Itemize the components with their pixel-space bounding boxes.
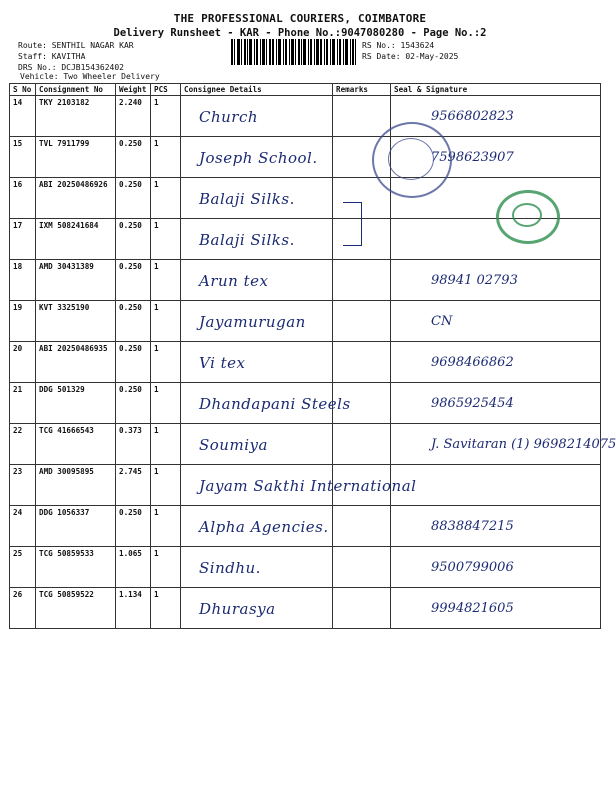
cell-sno: 16	[10, 178, 36, 219]
cell-consignee	[181, 424, 333, 465]
cell-consignment: TKY 2103182	[36, 96, 116, 137]
cell-signature	[391, 506, 601, 547]
cell-sno: 18	[10, 260, 36, 301]
cell-consignment: TVL 7911799	[36, 137, 116, 178]
cell-weight: 1.134	[116, 588, 151, 629]
runsheet-table	[9, 83, 616, 629]
consignee-handwriting: Alpha Agencies.	[199, 518, 329, 536]
cell-pcs: 1	[151, 301, 181, 342]
signature-handwriting: CN	[431, 314, 453, 329]
cell-sno: 21	[10, 383, 36, 424]
cell-pcs: 1	[151, 547, 181, 588]
cell-consignment: IXM 508241684	[36, 219, 116, 260]
cell-pcs: 1	[151, 137, 181, 178]
cell-consignment: DDG 1056337	[36, 506, 116, 547]
cell-weight: 2.240	[116, 96, 151, 137]
cell-sno: 22	[10, 424, 36, 465]
cell-sno: 15	[10, 137, 36, 178]
cell-weight: 0.250	[116, 506, 151, 547]
cell-weight: 0.250	[116, 260, 151, 301]
cell-consignee	[181, 383, 351, 424]
cell-sno: 19	[10, 301, 36, 342]
cell-consignment: ABI 20250486926	[36, 178, 116, 219]
cell-pcs: 1	[151, 260, 181, 301]
runsheet-title: THE PROFESSIONAL COURIERS, COIMBATORE	[173, 12, 427, 25]
consignee-handwriting: Soumiya	[199, 436, 268, 454]
cell-consignee	[181, 465, 417, 506]
cell-pcs: 1	[151, 219, 181, 260]
cell-consignee	[181, 301, 333, 342]
cell-consignee	[181, 137, 333, 178]
signature-handwriting: J. Savitaran (1) 9698214075	[431, 437, 616, 452]
staff-label: Staff: KAVITHA	[18, 52, 86, 61]
cell-signature	[391, 383, 601, 424]
signature-handwriting: 8838847215	[431, 519, 514, 534]
ditto-bracket-mark	[343, 202, 362, 246]
col-remarks: Remarks	[333, 84, 391, 96]
table-row	[10, 465, 601, 506]
signature-handwriting: 9500799006	[431, 560, 514, 575]
consignee-handwriting: Jayamurugan	[199, 313, 306, 331]
signature-handwriting: 98941 02793	[431, 273, 518, 288]
route-label: Route: SENTHIL NAGAR KAR	[18, 41, 134, 50]
consignee-handwriting: Balaji Silks.	[199, 231, 295, 249]
consignee-handwriting: Sindhu.	[199, 559, 261, 577]
consignee-handwriting: Arun tex	[199, 272, 269, 290]
cell-weight: 0.250	[116, 342, 151, 383]
table-row	[10, 96, 601, 137]
col-sno: S No	[10, 84, 36, 96]
cell-consignee	[181, 219, 333, 260]
cell-consignee	[181, 178, 333, 219]
cell-consignee	[181, 342, 333, 383]
cell-remarks	[333, 424, 391, 465]
cell-weight: 0.250	[116, 137, 151, 178]
cell-remarks	[333, 506, 391, 547]
signature-handwriting: 9566802823	[431, 109, 514, 124]
cell-weight: 0.250	[116, 383, 151, 424]
cell-sno: 25	[10, 547, 36, 588]
cell-consignee	[181, 588, 333, 629]
cell-sno: 14	[10, 96, 36, 137]
cell-signature	[391, 465, 601, 506]
table-row	[10, 383, 601, 424]
cell-consignment: TCG 50859522	[36, 588, 116, 629]
cell-consignee	[181, 547, 333, 588]
cell-consignment: AMD 30095895	[36, 465, 116, 506]
cell-sno: 26	[10, 588, 36, 629]
consignee-handwriting: Balaji Silks.	[199, 190, 295, 208]
cell-signature	[391, 424, 616, 465]
cell-pcs: 1	[151, 342, 181, 383]
cell-sno: 23	[10, 465, 36, 506]
cell-weight: 0.250	[116, 301, 151, 342]
cell-sno: 24	[10, 506, 36, 547]
cell-consignee	[181, 506, 333, 547]
cell-pcs: 1	[151, 96, 181, 137]
table-row	[10, 342, 601, 383]
cell-consignment: TCG 41666543	[36, 424, 116, 465]
cell-weight: 0.250	[116, 219, 151, 260]
cell-signature	[391, 547, 601, 588]
runsheet-subtitle: Delivery Runsheet - KAR - Phone No.:9047080280 - Page No.:2	[113, 27, 487, 39]
cell-weight: 0.373	[116, 424, 151, 465]
rs-number: RS No.: 1543624	[362, 41, 435, 50]
rs-date: RS Date: 02-May-2025	[362, 52, 459, 61]
drs-label: DRS No.: DCJB154362402	[18, 63, 124, 72]
consignee-handwriting: Joseph School.	[199, 149, 318, 167]
silks-seal-inner	[512, 203, 542, 227]
cell-remarks	[333, 342, 391, 383]
cell-consignment: AMD 30431389	[36, 260, 116, 301]
table-row	[10, 547, 601, 588]
signature-handwriting: 9865925454	[431, 396, 514, 411]
table-row	[10, 301, 601, 342]
cell-remarks	[333, 301, 391, 342]
barcode	[231, 39, 356, 65]
cell-pcs: 1	[151, 178, 181, 219]
cell-signature	[391, 342, 601, 383]
cell-remarks	[333, 260, 391, 301]
cell-remarks	[333, 588, 391, 629]
cell-pcs: 1	[151, 588, 181, 629]
cell-pcs: 1	[151, 424, 181, 465]
cell-weight: 1.065	[116, 547, 151, 588]
cell-sno: 20	[10, 342, 36, 383]
consignee-handwriting: Church	[199, 108, 259, 126]
cell-consignment: DDG 501329	[36, 383, 116, 424]
cell-weight: 2.745	[116, 465, 151, 506]
table-row	[10, 424, 601, 465]
consignee-handwriting: Dhandapani Steels	[199, 395, 351, 413]
signature-handwriting: 9994821605	[431, 601, 514, 616]
col-consignee: Consignee Details	[181, 84, 333, 96]
consignee-handwriting: Jayam Sakthi International	[199, 477, 417, 495]
cell-remarks	[333, 547, 391, 588]
table-row	[10, 506, 601, 547]
col-weight: Weight	[116, 84, 151, 96]
cell-remarks	[333, 96, 391, 137]
cell-pcs: 1	[151, 506, 181, 547]
cell-pcs: 1	[151, 383, 181, 424]
cell-weight: 0.250	[116, 178, 151, 219]
rs-info	[362, 40, 458, 62]
cell-pcs: 1	[151, 465, 181, 506]
cell-consignment: KVT 3325190	[36, 301, 116, 342]
cell-signature	[391, 219, 601, 260]
vehicle-label: Vehicle: Two Wheeler Delivery	[20, 72, 160, 81]
cell-signature	[391, 588, 601, 629]
cell-consignee	[181, 260, 333, 301]
cell-signature	[391, 301, 601, 342]
col-signature: Seal & Signature	[391, 84, 601, 96]
cell-consignee	[181, 96, 333, 137]
cell-consignment: TCG 50859533	[36, 547, 116, 588]
consignee-handwriting: Vi tex	[199, 354, 246, 372]
table-row	[10, 137, 601, 178]
signature-handwriting: 9698466862	[431, 355, 514, 370]
cell-consignment: ABI 20250486935	[36, 342, 116, 383]
signature-handwriting: 7598623907	[431, 150, 514, 165]
school-seal-inner	[388, 138, 434, 180]
route-info	[18, 40, 134, 73]
col-consignment: Consignment No	[36, 84, 116, 96]
consignee-handwriting: Dhurasya	[199, 600, 276, 618]
table-header-row	[10, 84, 601, 96]
col-pcs: PCS	[151, 84, 181, 96]
cell-signature	[391, 260, 601, 301]
table-row	[10, 588, 601, 629]
cell-sno: 17	[10, 219, 36, 260]
table-row	[10, 260, 601, 301]
